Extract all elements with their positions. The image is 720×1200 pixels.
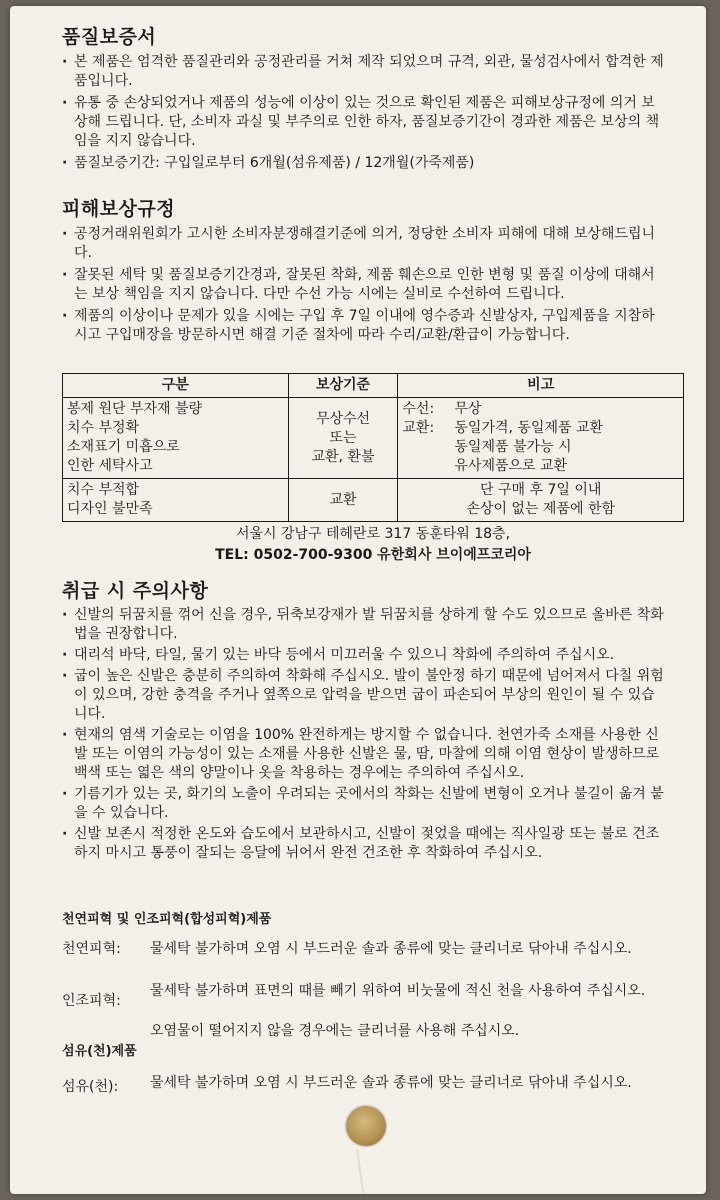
- note-repair: [402, 400, 679, 419]
- note-exchange-line: 동일제품 불가능 시: [454, 439, 572, 455]
- compensation-item-1: · 공정거래위원회가 고시한 소비자분쟁해결기준에 의거, 정당한 소비자 피해에 대해 보상해드립니다.: [62, 225, 666, 263]
- standard-line: 무상수선: [315, 410, 371, 427]
- warranty-card: [10, 6, 706, 1194]
- table-row: [63, 479, 684, 522]
- category-line: 봉제 원단 부자재 불량: [67, 401, 203, 417]
- warranty-item-3: · 품질보증기간: 구입일로부터 6개월(섬유제품) / 12개월(가죽제품): [62, 154, 666, 173]
- synthetic-leather-label: 인조피혁:: [62, 993, 121, 1009]
- caution-item-1: · 신발의 뒤꿈치를 꺾어 신을 경우, 뒤축보강재가 발 뒤꿈치를 상하게 할 수도 있으므로 올바른 착화법을 권장합니다.: [62, 606, 666, 644]
- leather-care-title: 천연피혁 및 인조피혁(합성피혁)제품: [62, 912, 272, 927]
- category-line: 디자인 불만족: [67, 501, 153, 517]
- caution-item-2: · 대리석 바닥, 타일, 물기 있는 바닥 등에서 미끄러울 수 있으니 착화에 주의하여 주십시오.: [62, 646, 666, 665]
- category-line: 치수 부적합: [67, 482, 140, 498]
- tag-grommet: [346, 1106, 386, 1146]
- table-cell-note: [398, 479, 684, 522]
- caution-item-4: · 현재의 염색 기술로는 이염을 100% 완전하게는 방지할 수 없습니다. 천연가죽 소재를 사용한 신발 또는 이염의 가능성이 있는 소재를 사용한 신발은 물, 땀, 마찰에 의해 이염 현상이 발생하므로 백색 또는 엷은 색의 양말이나 옷을 착용하는 경우에는 주의하여 주십시오.: [62, 726, 666, 783]
- category-line: 치수 부정확: [67, 420, 140, 436]
- compensation-section: [62, 194, 666, 345]
- compensation-table: [62, 373, 684, 522]
- caution-item-6: · 신발 보존시 적정한 온도와 습도에서 보관하시고, 신발이 젖었을 때에는 직사일광 또는 불로 건조하지 마시고 통풍이 잘되는 응달에 뉘어서 완전 건조한 후 착화하여 주십시오.: [62, 825, 666, 863]
- table-header-row: [63, 374, 684, 398]
- address-line: 서울시 강남구 테헤란로 317 동훈타워 18층,: [235, 526, 511, 542]
- fabric-label: 섬유(천):: [62, 1079, 119, 1095]
- natural-leather-label: 천연피혁:: [62, 941, 121, 957]
- note-exchange-line: 유사제품으로 교환: [454, 458, 568, 474]
- warranty-section: [62, 22, 666, 173]
- table-row: [63, 398, 684, 479]
- standard-line: 교환, 환불: [311, 448, 375, 465]
- standard-line: 또는: [329, 429, 357, 446]
- warranty-item-2: · 유통 중 손상되었거나 제품의 성능에 이상이 있는 것으로 확인된 제품은 피해보상규정에 의거 보상해 드립니다. 단, 소비자 과실 및 부주의로 인한 하자, 품질보증기간이 경과한 제품은 보상의 책임을 지지 않습니다.: [62, 94, 666, 151]
- table-cell-standard: 교환: [288, 479, 398, 522]
- note-line: 단 구매 후 7일 이내: [480, 482, 602, 498]
- synthetic-leather-text: 물세탁 불가하며 표면의 때를 빼기 위하여 비눗물에 적신 천을 사용하여 주십시오.: [150, 983, 646, 999]
- caution-title: 취급 시 주의사항: [62, 580, 209, 602]
- synthetic-leather-text-2: 오염물이 떨어지지 않을 경우에는 클리너를 사용해 주십시오.: [150, 1023, 520, 1039]
- natural-leather-text: 물세탁 불가하며 오염 시 부드러운 솔과 종류에 맞는 클리너로 닦아내 주십시오.: [150, 941, 632, 957]
- note-line: 손상이 없는 제품에 한함: [466, 501, 615, 517]
- caution-item-5: · 기름기가 있는 곳, 화기의 노출이 우려되는 곳에서의 착화는 신발에 변형이 오거나 불길이 옮겨 붙을 수 있습니다.: [62, 785, 666, 823]
- warranty-item-1: · 본 제품은 엄격한 품질관리와 공정관리를 거쳐 제작 되었으며 규격, 외관, 물성검사에서 합격한 제품입니다.: [62, 53, 666, 91]
- table-header-category: 구분: [63, 374, 289, 398]
- note-exchange-line: 동일가격, 동일제품 교환: [454, 420, 603, 436]
- tag-string: [356, 1143, 406, 1194]
- compensation-item-2: · 잘못된 세탁 및 품질보증기간경과, 잘못된 착화, 제품 훼손으로 인한 변형 및 품질 이상에 대해서는 보상 책임을 지지 않습니다. 다만 수선 가능 시에는 실비로 수선하여 드립니다.: [62, 266, 666, 304]
- note-exchange: [402, 419, 679, 438]
- compensation-title: 피해보상규정: [62, 198, 176, 220]
- company-address: [62, 524, 684, 566]
- category-line: 소재표기 미흡으로: [67, 439, 180, 455]
- company-name: 유한회사 브이에프코리아: [377, 547, 531, 563]
- table-header-standard: 보상기준: [288, 374, 398, 398]
- fabric-text: 물세탁 불가하며 오염 시 부드러운 솔과 종류에 맞는 클리너로 닦아내 주십시오.: [150, 1075, 632, 1091]
- table-cell-category: [63, 479, 289, 522]
- note-repair-label: 수선:: [402, 401, 435, 417]
- table-cell-category: [63, 398, 289, 479]
- note-exchange-label: 교환:: [402, 420, 435, 436]
- caution-section: [62, 576, 666, 863]
- compensation-item-3: · 제품의 이상이나 문제가 있을 시에는 구입 후 7일 이내에 영수증과 신발상자, 구입제품을 지참하시고 구입매장을 방문하시면 해결 기준 절차에 따라 수리/교환/환급이 가능합니다.: [62, 307, 666, 345]
- table-cell-standard: [288, 398, 398, 479]
- fabric-care-title: 섬유(천)제품: [62, 1044, 137, 1059]
- category-line: 인한 세탁사고: [67, 458, 153, 474]
- table-cell-note: [398, 398, 684, 479]
- note-repair-value: 무상: [454, 401, 482, 417]
- warranty-title: 품질보증서: [62, 26, 157, 48]
- caution-item-3: · 굽이 높은 신발은 충분히 주의하여 착화해 주십시오. 발이 불안정 하기 때문에 넘어져서 다칠 위험이 있으며, 강한 충격을 주거나 옆쪽으로 압력을 받으면 굽이 파손되어 부상의 원인이 될 수 있습니다.: [62, 667, 666, 724]
- phone-number: TEL: 0502-700-9300: [215, 547, 373, 563]
- table-header-note: 비고: [398, 374, 684, 398]
- contact-line: [62, 545, 684, 566]
